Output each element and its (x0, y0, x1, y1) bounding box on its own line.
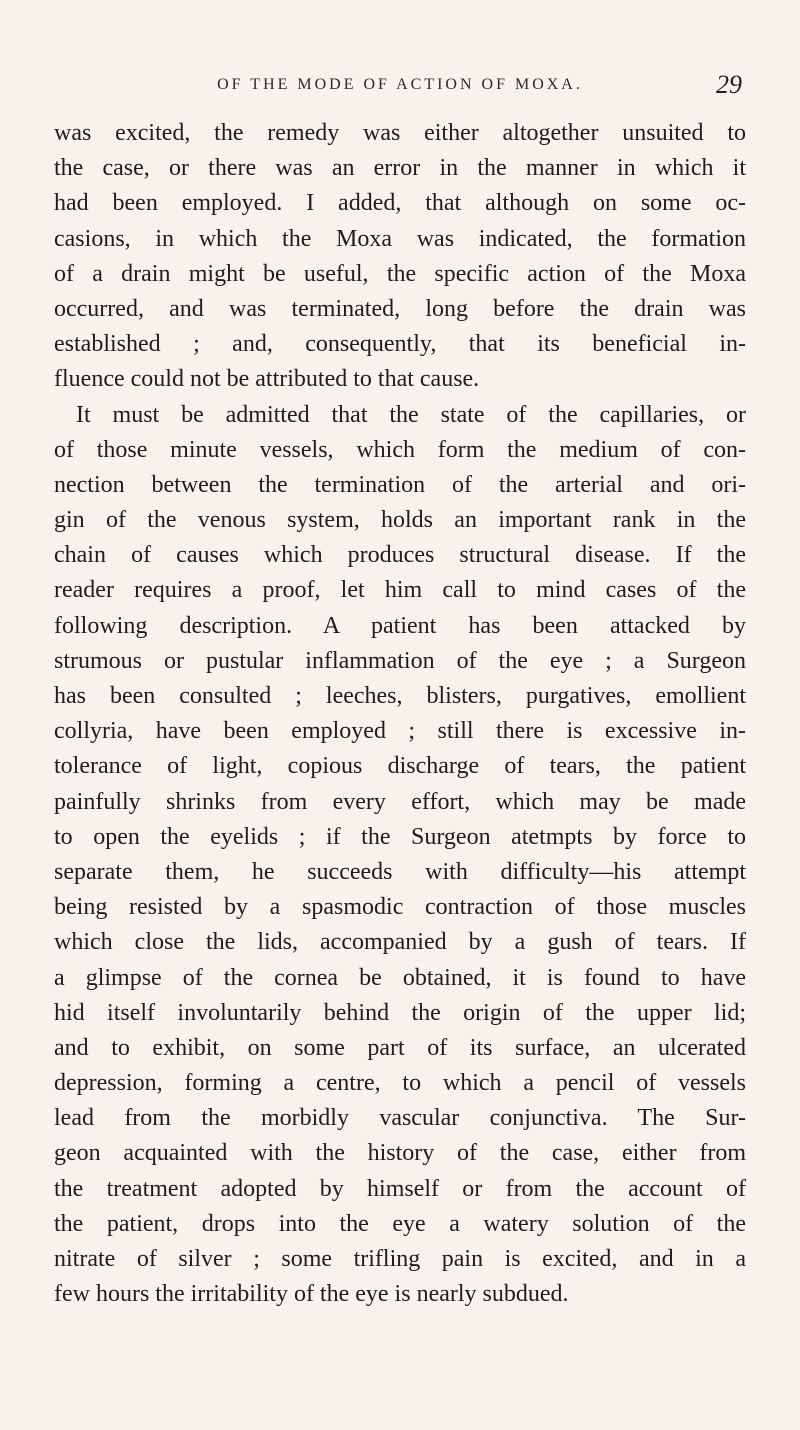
text-line: was excited, the remedy was either altogether unsuited to (54, 120, 746, 146)
page-header (0, 70, 800, 106)
text-line: being resisted by a spasmodic contraction of those muscles (54, 894, 746, 921)
text-line: of those minute vessels, which form the medium of con- (54, 436, 746, 463)
text-line: gin of the venous system, holds an important rank in the (54, 507, 746, 534)
running-head: OF THE MODE OF ACTION OF MOXA. (217, 76, 583, 93)
text-line: separate them, he succeeds with difficulty—his attempt (54, 858, 746, 885)
text-line: had been employed. I added, that although on some oc- (54, 190, 746, 217)
text-line: the treatment adopted by himself or from the account of (54, 1175, 746, 1202)
text-line: the case, or there was an error in the manner in which it (54, 155, 746, 182)
text-line: hid itself involuntarily behind the origin of the upper lid; (54, 999, 746, 1026)
text-line: nitrate of silver ; some trifling pain is excited, and in a (54, 1246, 746, 1272)
text-line: occurred, and was terminated, long before the drain was (54, 295, 746, 322)
text-line: and to exhibit, on some part of its surface, an ulcerated (54, 1034, 746, 1061)
text-line: tolerance of light, copious discharge of tears, the patient (54, 753, 746, 780)
text-line: casions, in which the Moxa was indicated, the formation (54, 225, 746, 252)
paragraph-start-line: It must be admitted that the state of the capillaries, or (76, 401, 746, 428)
text-line: established ; and, consequently, that its beneficial in- (54, 331, 746, 358)
text-line: painfully shrinks from every effort, which may be made (54, 788, 746, 815)
text-line: has been consulted ; leeches, blisters, purgatives, emollient (54, 683, 746, 709)
paragraph-end-line: few hours the irritability of the eye is nearly subdued. (54, 1281, 569, 1308)
text-line: following description. A patient has been attacked by (54, 612, 746, 639)
text-line: strumous or pustular inflammation of the eye ; a Surgeon (54, 647, 746, 674)
paragraph-end-line: fluence could not be attributed to that cause. (54, 366, 480, 393)
body-text (54, 116, 746, 1312)
text-line: geon acquainted with the history of the case, either from (54, 1140, 746, 1167)
text-line: of a drain might be useful, the specific action of the Moxa (54, 260, 746, 287)
text-line: chain of causes which produces structural disease. If the (54, 542, 746, 569)
text-line: to open the eyelids ; if the Surgeon atetmpts by force to (54, 823, 746, 850)
text-line: the patient, drops into the eye a watery solution of the (54, 1210, 746, 1237)
text-line: which close the lids, accompanied by a gush of tears. If (54, 929, 746, 956)
text-line: reader requires a proof, let him call to mind cases of the (54, 577, 746, 604)
text-line: depression, forming a centre, to which a pencil of vessels (54, 1070, 746, 1097)
page-number: 29 (716, 70, 742, 99)
text-line: lead from the morbidly vascular conjunctiva. The Sur- (54, 1105, 746, 1132)
text-line: collyria, have been employed ; still there is excessive in- (54, 718, 746, 745)
text-line: a glimpse of the cornea be obtained, it is found to have (54, 964, 746, 991)
text-line: nection between the termination of the arterial and ori- (54, 471, 746, 498)
